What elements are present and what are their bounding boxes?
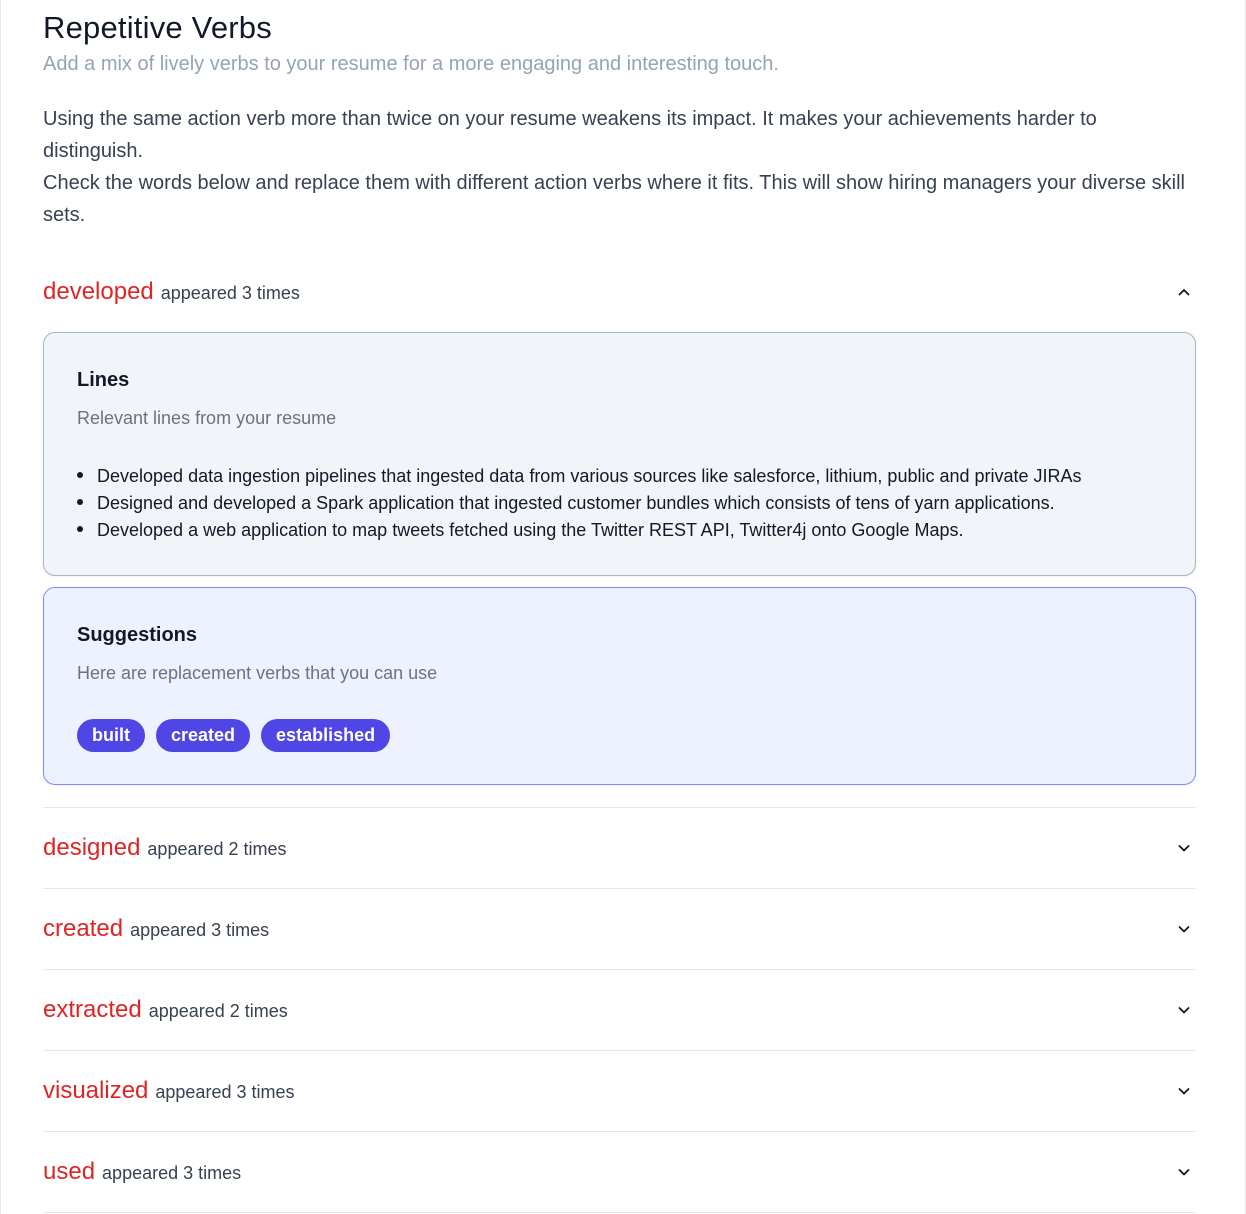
suggestions-title: Suggestions [77,624,198,646]
intro-text [43,103,1196,231]
verb-count: appeared 3 times [130,920,270,940]
line-text: Designed and developed a Spark application that ingested customer bundles which consists of tens of yarn applications. [97,493,1055,513]
accordion-header-created[interactable] [43,909,1196,949]
intro-line-2: Check the words below and replace them with different action verbs where it fits. This will show hiring managers your diverse skill sets. [43,172,1185,226]
accordion-title [43,1158,241,1186]
chevron-down-icon[interactable] [1174,838,1194,858]
accordion-title [43,834,287,862]
divider [43,807,1196,808]
accordion-title [43,915,269,943]
suggestions-description: Here are replacement verbs that you can use [77,663,438,683]
verb-word: used [43,1158,96,1185]
accordion-title [43,278,300,306]
verb-count: appeared 3 times [102,1163,242,1183]
chevron-down-icon[interactable] [1174,1000,1194,1020]
divider [43,1212,1196,1213]
bullet-icon [77,526,83,532]
divider [43,1131,1196,1132]
accordion-header-developed[interactable] [43,272,1196,312]
chevron-down-icon[interactable] [1174,919,1194,939]
divider [43,1050,1196,1051]
list-item [77,490,1082,517]
verb-word: designed [43,834,141,861]
line-text: Developed data ingestion pipelines that ingested data from various sources like salesforce, lithium, public and private JIRAs [97,466,1082,486]
verb-count: appeared 2 times [148,1001,288,1021]
verb-word: extracted [43,996,142,1023]
page-title: Repetitive Verbs [43,10,272,45]
accordion-title [43,996,288,1024]
divider [43,969,1196,970]
lines-panel [43,332,1196,576]
accordion-header-used[interactable] [43,1152,1196,1192]
page-subtitle: Add a mix of lively verbs to your resume for a more engaging and interesting touch. [43,53,779,75]
accordion-header-designed[interactable] [43,828,1196,868]
verb-word: visualized [43,1077,149,1104]
verb-count: appeared 3 times [155,1082,295,1102]
chevron-up-icon[interactable] [1174,282,1194,302]
intro-line-1: Using the same action verb more than twice on your resume weakens its impact. It makes your achievements harder to distinguish. [43,108,1097,162]
lines-title: Lines [77,369,130,391]
bullet-icon [77,472,83,478]
chevron-down-icon[interactable] [1174,1081,1194,1101]
bullet-icon [77,499,83,505]
accordion-header-visualized[interactable] [43,1071,1196,1111]
accordion-header-extracted[interactable] [43,990,1196,1030]
line-text: Developed a web application to map tweets fetched using the Twitter REST API, Twitter4j onto Google Maps. [97,520,964,540]
suggestions-panel [43,587,1196,785]
suggestion-chip-built[interactable]: built [77,719,145,752]
chevron-down-icon[interactable] [1174,1162,1194,1182]
list-item [77,463,1082,490]
verb-word: created [43,915,124,942]
verb-count: appeared 2 times [147,839,287,859]
accordion-title [43,1077,294,1105]
suggestion-chip-created[interactable]: created [156,719,250,752]
lines-description: Relevant lines from your resume [77,408,337,428]
list-item [77,517,1082,544]
verb-word: developed [43,278,154,305]
suggestion-chip-established[interactable]: established [261,719,390,752]
lines-list [77,463,1082,544]
suggestion-chips [77,719,390,752]
verb-count: appeared 3 times [160,283,300,303]
divider [43,888,1196,889]
